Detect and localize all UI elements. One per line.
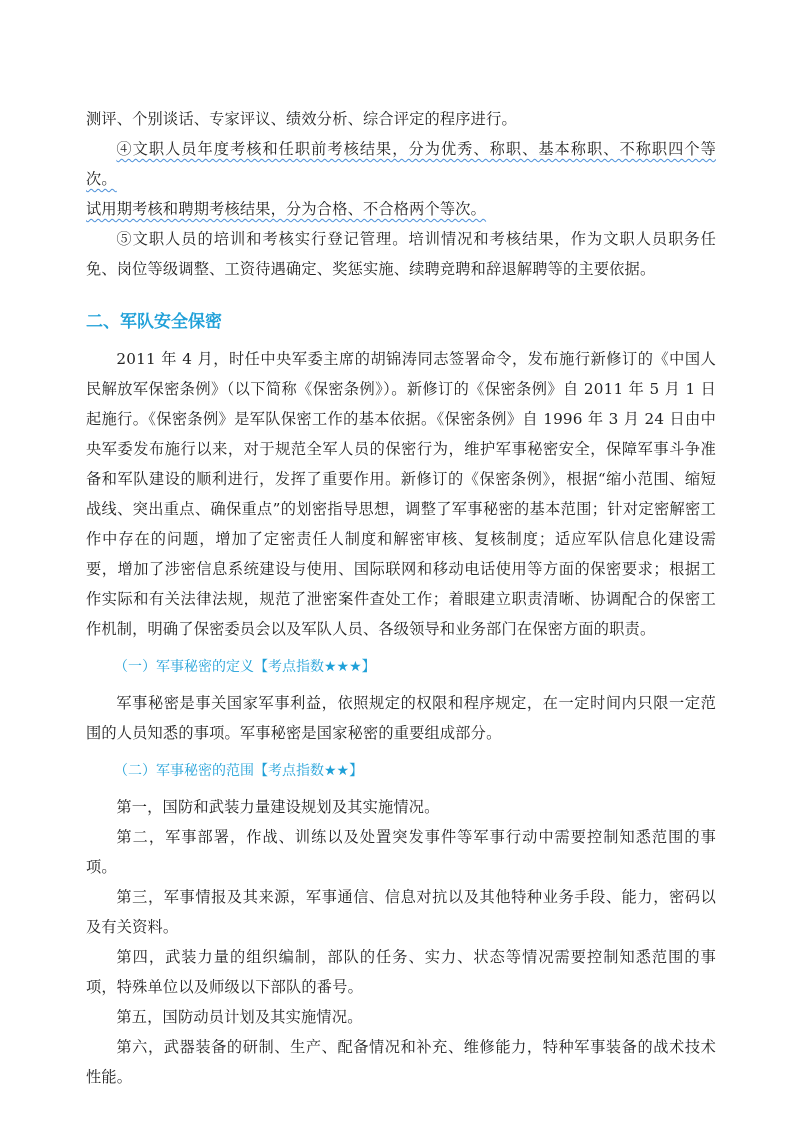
scope-item-3: 第三，军事情报及其来源，军事通信、信息对抗以及其他特种业务手段、能力，密码以及有关资料。 xyxy=(86,888,716,936)
definition-paragraph: 军事秘密是事关国家军事利益，依照规定的权限和程序规定，在一定时间内只限一定范围的人员知悉的事项。军事秘密是国家秘密的重要组成部分。 xyxy=(86,694,716,742)
subsection-heading-scope: （二）军事秘密的范围【考点指数★★】 xyxy=(114,763,364,779)
scope-item-2: 第二，军事部署，作战、训练以及处置突发事件等军事行动中需要控制知悉范围的事项。 xyxy=(86,828,716,876)
underlined-text-line-2: 试用期考核和聘期考核结果，分为合格、不合格两个等次。 xyxy=(86,200,487,218)
document-page xyxy=(86,104,716,1092)
section-heading: 二、军队安全保密 xyxy=(86,312,222,332)
subsection-heading-definition: （一）军事秘密的定义【考点指数★★★】 xyxy=(114,659,376,675)
section-paragraph-1: 2011 年 4 月，时任中央军委主席的胡锦涛同志签署命令，发布施行新修订的《中国人民解放军保密条例》（以下简称《保密条例》）。新修订的《保密条例》自 2011 年 5 月 1 日起施行。《保密条例》是军队保密工作的基本依据。《保密条例》自 1996 年 3 月 24 日由中央军委发布施行以来，对于规范全军人员的保密行为，维护军事秘密安全，保障军事斗争准备和军队建设的顺利进行，发挥了重要作用。新修订的《保密条例》，根据“缩小范围、缩短战线、突出重点、确保重点”的划密指导思想，调整了军事秘密的基本范围；针对定密解密工作中存在的问题，增加了定密责任人制度和解密审核、复核制度；适应军队信息化建设需要，增加了涉密信息系统建设与使用、国际联网和移动电话使用等方面的保密要求；根据工作实际和有关法律法规，规范了泄密案件查处工作；着眼建立职责清晰、协调配合的保密工作机制，明确了保密委员会以及军队人员、各级领导和业务部门在保密方面的职责。 xyxy=(86,350,716,638)
paragraph-intro-2 xyxy=(86,134,716,224)
paragraph-intro-3: ⑤文职人员的培训和考核实行登记管理。培训情况和考核结果，作为文职人员职务任免、岗位等级调整、工资待遇确定、奖惩实施、续聘竞聘和辞退解聘等的主要依据。 xyxy=(86,230,716,278)
scope-item-1: 第一，国防和武装力量建设规划及其实施情况。 xyxy=(116,798,440,816)
scope-item-6: 第六，武器装备的研制、生产、配备情况和补充、维修能力，特种军事装备的战术技术性能。 xyxy=(86,1038,716,1086)
scope-item-5: 第五，国防动员计划及其实施情况。 xyxy=(116,1008,363,1026)
scope-item-4: 第四，武装力量的组织编制，部队的任务、实力、状态等情况需要控制知悉范围的事项，特殊单位以及师级以下部队的番号。 xyxy=(86,948,716,996)
paragraph-intro-1: 测评、个别谈话、专家评议、绩效分析、综合评定的程序进行。 xyxy=(86,110,517,128)
underlined-text-line-1: ④文职人员年度考核和任职前考核结果，分为优秀、称职、基本称职、不称职四个等次。 xyxy=(86,140,716,188)
